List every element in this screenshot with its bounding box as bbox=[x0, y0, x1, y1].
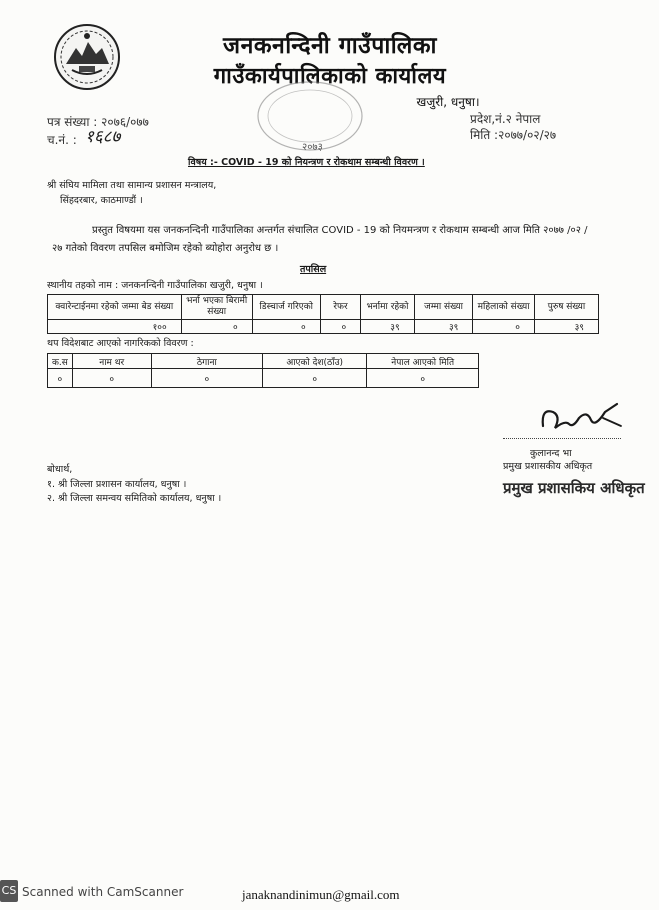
table-header: डिस्चार्ज गरिएको bbox=[252, 295, 320, 320]
table-header: जम्मा संख्या bbox=[414, 295, 473, 320]
body-paragraph: प्रस्तुत विषयमा यस जनकनन्दिनी गाउँपालिका अन्तर्गत संचालित COVID - 19 को नियमन्त्रण र रोकथाम सम्बन्धी आज मिति २०७७ /०२ / २७ गतेको विवरण तपसिल बमोजिम रहेको ब्योहोरा अनुरोध छ । bbox=[52, 225, 588, 254]
dispatch-number: १६८७ bbox=[85, 127, 121, 147]
table-header: भर्ना भएका बिरामी संख्या bbox=[181, 295, 252, 320]
table-cell: ० bbox=[48, 369, 73, 388]
office-title-line1: जनकनन्दिनी गाउँपालिका bbox=[223, 33, 437, 59]
office-stamp-icon bbox=[250, 78, 370, 158]
table-header: क.स bbox=[48, 354, 73, 369]
table-cell: ० bbox=[367, 369, 479, 388]
foreign-citizens-table bbox=[47, 353, 479, 388]
table-header: क्वारेन्टाईनमा रहेको जम्मा बेड संख्या bbox=[48, 295, 182, 320]
table-header: महिलाको संख्या bbox=[473, 295, 535, 320]
table-header: नाम थर bbox=[72, 354, 151, 369]
signatory-name: कुलानन्द भा bbox=[530, 448, 572, 459]
scanner-label: Scanned with CamScanner bbox=[22, 885, 184, 899]
date-label: मिति :२०७७/०२/२७ bbox=[470, 128, 557, 142]
letter-number: पत्र संख्या : २०७६/०७७ bbox=[47, 115, 149, 129]
camscanner-icon: CS bbox=[0, 880, 18, 902]
cc-line2: २. श्री जिल्ला समन्वय समितिको कार्यालय, धनुषा । bbox=[47, 493, 222, 504]
dispatch-label: च.नं. : bbox=[47, 133, 77, 147]
office-title-line2: गाउँकार्यपालिकाको कार्यालय bbox=[213, 64, 447, 89]
table-cell: ० bbox=[151, 369, 262, 388]
table-header: भर्नामा रहेको bbox=[361, 295, 414, 320]
table-cell: ० bbox=[252, 320, 320, 334]
addressee-line1: श्री संघिय मामिला तथा सामान्य प्रशासन मन्त्रालय, bbox=[47, 180, 217, 191]
table-cell: ० bbox=[262, 369, 366, 388]
signatory-title: प्रमुख प्रशासकीय अधिकृत bbox=[503, 461, 593, 472]
table-cell: १०० bbox=[48, 320, 182, 334]
subject-line: विषय :- COVID - 19 को नियन्त्रण र रोकथाम सम्बन्धी विवरण । bbox=[188, 157, 425, 168]
addressee-line2: सिंहदरबार, काठमाण्डौं । bbox=[60, 195, 143, 206]
table-header: आएको देश(ठाँउ) bbox=[262, 354, 366, 369]
signatory-seal: प्रमुख प्रशासकिय अधिकृत bbox=[503, 479, 645, 497]
cc-line1: १. श्री जिल्ला प्रशासन कार्यालय, धनुषा । bbox=[47, 479, 187, 490]
cc-heading: बोधार्थ, bbox=[47, 464, 73, 475]
province-label: प्रदेश,नं.२ नेपाल bbox=[470, 112, 541, 126]
footer-email: janaknandinimun@gmail.com bbox=[242, 887, 400, 902]
local-body-label: स्थानीय तहको नाम : जनकनन्दिनी गाउँपालिका खजुरी, धनुषा । bbox=[47, 280, 263, 291]
handwritten-signature-icon bbox=[535, 398, 627, 436]
table-header: रेफर bbox=[320, 295, 361, 320]
table-cell: ० bbox=[72, 369, 151, 388]
covid-summary-table bbox=[47, 294, 599, 334]
nepal-emblem-icon bbox=[52, 22, 122, 92]
schedule-heading: तपसिल bbox=[300, 264, 327, 275]
office-title-line3: खजुरी, धनुषा। bbox=[416, 95, 480, 109]
table-header: ठेगाना bbox=[151, 354, 262, 369]
stamp-year: २०७३ bbox=[302, 142, 323, 153]
table-header: पुरुष संख्या bbox=[534, 295, 598, 320]
table-cell: ३९ bbox=[414, 320, 473, 334]
table-cell: ० bbox=[181, 320, 252, 334]
table-cell: ० bbox=[473, 320, 535, 334]
foreign-label: थप विदेशबाट आएको नागरिकको विवरण : bbox=[47, 338, 194, 349]
table-cell: ३९ bbox=[534, 320, 598, 334]
table-header: नेपाल आएको मिति bbox=[367, 354, 479, 369]
table-cell: ३९ bbox=[361, 320, 414, 334]
signature-dotted-line bbox=[503, 438, 621, 439]
table-cell: ० bbox=[320, 320, 361, 334]
